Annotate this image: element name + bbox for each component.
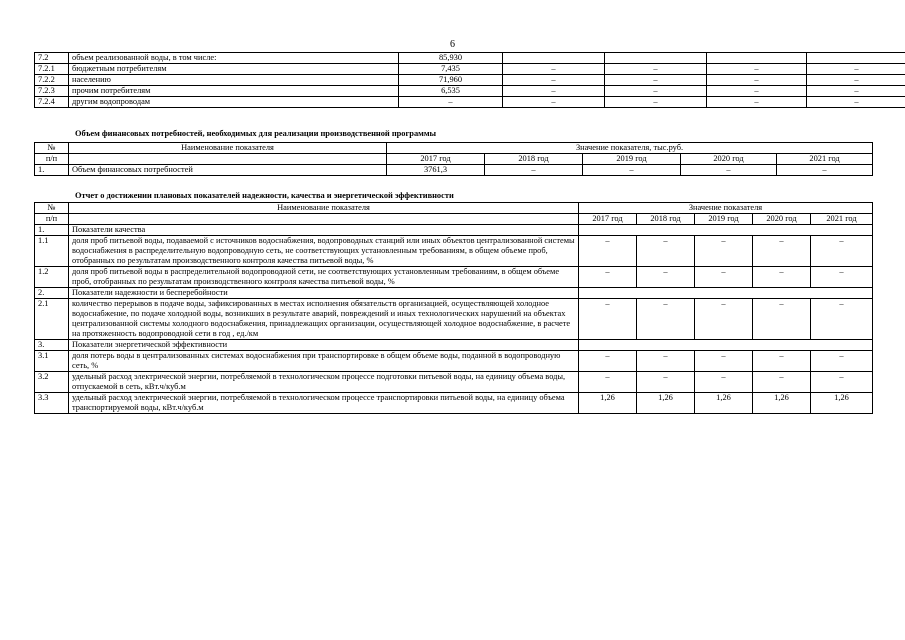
table-row bbox=[35, 236, 873, 267]
row-name: количество перерывов в подаче воды, зафиксированных в местах исполнения обязательств организацией, осуществляющей холодное водоснабжение, по подаче холодной воды, возникших в результате аварий, повреждений и иных технологических нарушений на объектах централизованной системы холодного водоснабжения, принадлежащих организации, осуществляющей холодное водоснабжение, в расчете на протяженность водопроводной сети в год , ед./км bbox=[69, 299, 579, 340]
row-number: 2. bbox=[35, 288, 69, 299]
year-header: 2021 год bbox=[777, 154, 873, 165]
row-value: 6,535 bbox=[399, 86, 503, 97]
row-number: 7.2.3 bbox=[35, 86, 69, 97]
table-row bbox=[35, 393, 873, 414]
year-header: 2019 год bbox=[695, 214, 753, 225]
row-value: 1,26 bbox=[637, 393, 695, 414]
row-empty bbox=[579, 340, 873, 351]
row-value: – bbox=[579, 299, 637, 340]
row-value: – bbox=[807, 97, 905, 108]
row-value: – bbox=[807, 75, 905, 86]
row-value: – bbox=[583, 165, 681, 176]
row-value: – bbox=[695, 236, 753, 267]
row-value: – bbox=[637, 299, 695, 340]
row-value: 7,435 bbox=[399, 64, 503, 75]
year-header: 2020 год bbox=[681, 154, 777, 165]
year-header: 2018 год bbox=[637, 214, 695, 225]
row-number: 3.1 bbox=[35, 351, 69, 372]
row-name: удельный расход электрической энергии, потребляемой в технологическом процессе подготовки питьевой воды, на единицу объема воды, отпускаемой в сеть, кВт.ч/куб.м bbox=[69, 372, 579, 393]
col-num-header: № bbox=[35, 143, 69, 154]
row-value: – bbox=[777, 165, 873, 176]
row-value bbox=[503, 53, 605, 64]
table-water-sales bbox=[34, 52, 905, 108]
year-header: 2017 год bbox=[579, 214, 637, 225]
page-number: 6 bbox=[450, 39, 455, 50]
row-empty bbox=[579, 225, 873, 236]
table-row bbox=[35, 75, 905, 86]
row-value: – bbox=[503, 64, 605, 75]
row-value: – bbox=[695, 351, 753, 372]
row-value: – bbox=[753, 267, 811, 288]
row-value: – bbox=[503, 75, 605, 86]
row-name: Показатели надежности и бесперебойности bbox=[69, 288, 579, 299]
row-value: – bbox=[503, 86, 605, 97]
row-value: 3761,3 bbox=[387, 165, 485, 176]
row-value: – bbox=[811, 372, 873, 393]
row-name: доля проб питьевой воды в распределительной водопроводной сети, не соответствующих установленным требованиям, в общем объеме проб, отобранных по результатам производственного контроля качества питьевой воды, % bbox=[69, 267, 579, 288]
row-value: – bbox=[811, 236, 873, 267]
row-value: 1,26 bbox=[753, 393, 811, 414]
row-value: – bbox=[637, 372, 695, 393]
table-row bbox=[35, 64, 905, 75]
table-row bbox=[35, 165, 873, 176]
col-name-header: Наименование показателя bbox=[69, 143, 387, 154]
row-value: – bbox=[605, 86, 707, 97]
row-value: – bbox=[503, 97, 605, 108]
row-value bbox=[605, 53, 707, 64]
row-name: бюджетным потребителям bbox=[69, 64, 399, 75]
row-value: – bbox=[605, 97, 707, 108]
row-value: 71,960 bbox=[399, 75, 503, 86]
table-row bbox=[35, 372, 873, 393]
section-title-financial: Объем финансовых потребностей, необходимых для реализации производственной программы bbox=[75, 129, 437, 138]
row-value bbox=[807, 53, 905, 64]
year-header: 2017 год bbox=[387, 154, 485, 165]
row-value: – bbox=[811, 299, 873, 340]
row-number: 1.2 bbox=[35, 267, 69, 288]
table-row bbox=[35, 299, 873, 340]
row-value: – bbox=[753, 372, 811, 393]
row-value: – bbox=[807, 64, 905, 75]
row-name: объем реализованной воды, в том числе: bbox=[69, 53, 399, 64]
row-name: Объем финансовых потребностей bbox=[69, 165, 387, 176]
table-row bbox=[35, 288, 873, 299]
row-value: – bbox=[637, 351, 695, 372]
row-value: – bbox=[707, 86, 807, 97]
row-value: 1,26 bbox=[811, 393, 873, 414]
row-empty bbox=[579, 288, 873, 299]
col-num-subheader: п/п bbox=[35, 214, 69, 225]
year-header: 2021 год bbox=[811, 214, 873, 225]
col-num-subheader: п/п bbox=[35, 154, 69, 165]
row-name: доля проб питьевой воды, подаваемой с источников водоснабжения, водопроводных станций или иных объектов централизованной системы водоснабжения в распределительную водопроводную сеть, не соответствующих установленным требованиям, в общем объеме проб, отобранных по результатам производственного контроля качества питьевой воды, % bbox=[69, 236, 579, 267]
row-value: – bbox=[695, 267, 753, 288]
row-value: – bbox=[695, 299, 753, 340]
row-value: – bbox=[695, 372, 753, 393]
row-value bbox=[707, 53, 807, 64]
row-value: – bbox=[579, 351, 637, 372]
col-value-header: Значение показателя, тыс.руб. bbox=[387, 143, 873, 154]
col-name-subheader bbox=[69, 214, 579, 225]
col-name-subheader bbox=[69, 154, 387, 165]
row-value: – bbox=[753, 351, 811, 372]
row-name: прочим потребителям bbox=[69, 86, 399, 97]
row-name: населению bbox=[69, 75, 399, 86]
row-value: – bbox=[681, 165, 777, 176]
col-num-header: № bbox=[35, 203, 69, 214]
table-row bbox=[35, 340, 873, 351]
row-name: Показатели энергетической эффективности bbox=[69, 340, 579, 351]
year-header: 2020 год bbox=[753, 214, 811, 225]
row-number: 3. bbox=[35, 340, 69, 351]
row-number: 3.3 bbox=[35, 393, 69, 414]
row-number: 3.2 bbox=[35, 372, 69, 393]
row-value: – bbox=[579, 267, 637, 288]
row-number: 7.2.4 bbox=[35, 97, 69, 108]
table-financial-needs bbox=[34, 142, 873, 176]
row-value: – bbox=[637, 236, 695, 267]
row-name: удельный расход электрической энергии, потребляемой в технологическом процессе транспортировки питьевой воды, на единицу объема транспортируемой воды, кВт.ч/куб.м bbox=[69, 393, 579, 414]
row-name: Показатели качества bbox=[69, 225, 579, 236]
row-value: – bbox=[753, 299, 811, 340]
year-header: 2018 год bbox=[485, 154, 583, 165]
row-name: другим водопроводам bbox=[69, 97, 399, 108]
row-number: 7.2.2 bbox=[35, 75, 69, 86]
row-number: 2.1 bbox=[35, 299, 69, 340]
table-indicators bbox=[34, 202, 873, 414]
row-value: – bbox=[485, 165, 583, 176]
table-row bbox=[35, 86, 905, 97]
row-number: 1.1 bbox=[35, 236, 69, 267]
table-row bbox=[35, 351, 873, 372]
row-value: – bbox=[605, 64, 707, 75]
row-name: доля потерь воды в централизованных системах водоснабжения при транспортировке в общем объеме воды, поданной в водопроводную сеть, % bbox=[69, 351, 579, 372]
row-value: – bbox=[637, 267, 695, 288]
row-value: – bbox=[605, 75, 707, 86]
row-number: 1. bbox=[35, 225, 69, 236]
table-row bbox=[35, 225, 873, 236]
table-row bbox=[35, 97, 905, 108]
row-value: – bbox=[579, 236, 637, 267]
section-title-indicators: Отчет о достижении плановых показателей надежности, качества и энергетической эффективности bbox=[75, 191, 454, 200]
row-value: – bbox=[579, 372, 637, 393]
row-value: 85,930 bbox=[399, 53, 503, 64]
row-value: 1,26 bbox=[695, 393, 753, 414]
row-value: – bbox=[811, 267, 873, 288]
row-value: – bbox=[707, 75, 807, 86]
row-number: 7.2.1 bbox=[35, 64, 69, 75]
row-value: – bbox=[807, 86, 905, 97]
col-name-header: Наименование показателя bbox=[69, 203, 579, 214]
row-number: 7.2 bbox=[35, 53, 69, 64]
row-value: – bbox=[399, 97, 503, 108]
row-value: 1,26 bbox=[579, 393, 637, 414]
year-header: 2019 год bbox=[583, 154, 681, 165]
row-value: – bbox=[811, 351, 873, 372]
row-value: – bbox=[753, 236, 811, 267]
table-row bbox=[35, 267, 873, 288]
row-value: – bbox=[707, 97, 807, 108]
row-number: 1. bbox=[35, 165, 69, 176]
col-value-header: Значение показателя bbox=[579, 203, 873, 214]
row-value: – bbox=[707, 64, 807, 75]
table-row bbox=[35, 53, 905, 64]
